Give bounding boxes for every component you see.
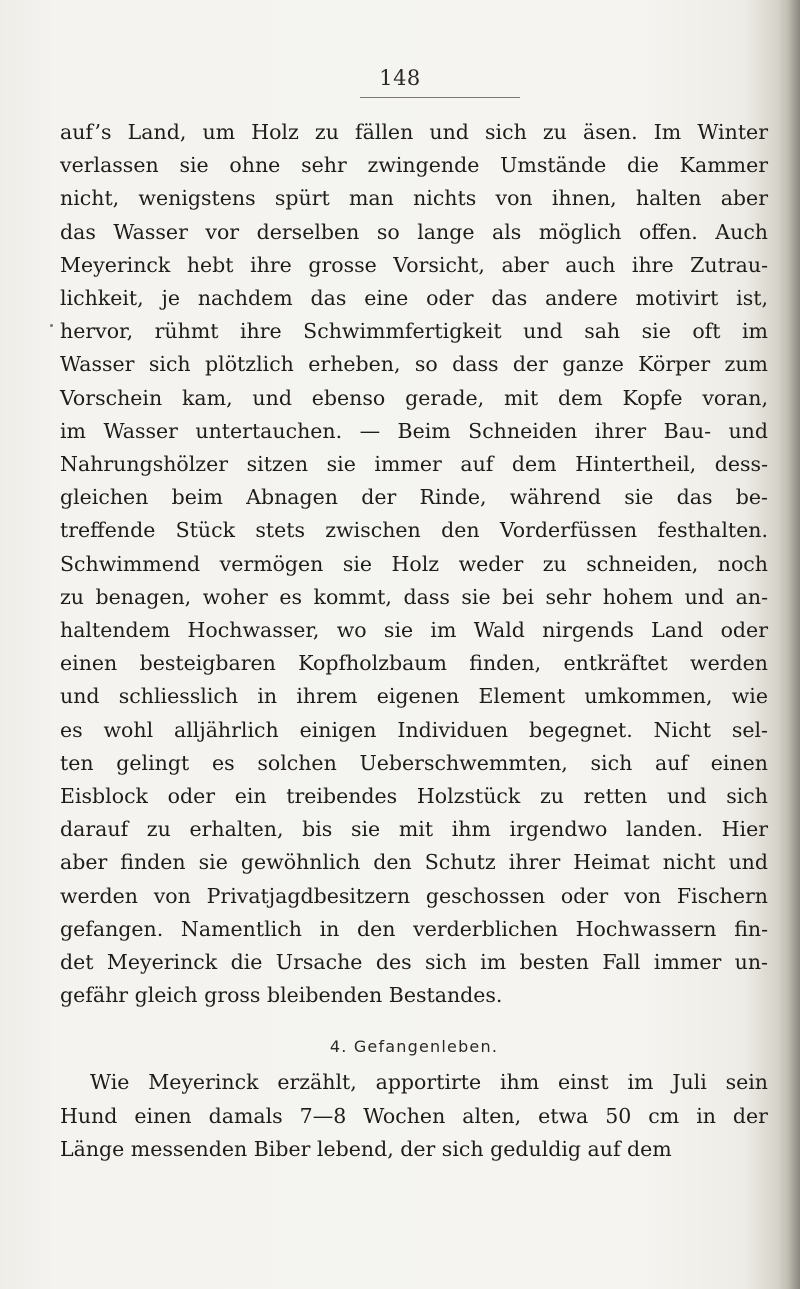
text-line: Vorschein kam, und ebenso gerade, mit dem Kopfe voran, bbox=[60, 385, 768, 410]
text-line: treffende Stück stets zwischen den Vorderfüssen festhalten. bbox=[60, 518, 768, 543]
text-line: das Wasser vor derselben so lange als möglich offen. Auch bbox=[60, 219, 768, 244]
text-line: det Meyerinck die Ursache des sich im besten Fall immer un- bbox=[60, 950, 768, 975]
text-line: Nahrungshölzer sitzen sie immer auf dem Hintertheil, dess- bbox=[60, 452, 768, 477]
text-line: Wasser sich plötzlich erheben, so dass der ganze Körper zum bbox=[60, 352, 768, 377]
paragraph-end-line: gefähr gleich gross bleibenden Bestandes. bbox=[60, 983, 503, 1008]
text-line: haltendem Hochwasser, wo sie im Wald nirgends Land oder bbox=[60, 618, 768, 643]
text-line: gleichen beim Abnagen der Rinde, während sie das be- bbox=[60, 485, 768, 510]
section-text-line: Wie Meyerinck erzählt, apportirte ihm einst im Juli sein bbox=[90, 1070, 768, 1095]
margin-mark bbox=[50, 324, 53, 327]
section-heading: 4. Gefangenleben. bbox=[329, 1037, 499, 1057]
text-line: verlassen sie ohne sehr zwingende Umstände die Kammer bbox=[60, 153, 768, 178]
text-line: werden von Privatjagdbesitzern geschossen oder von Fischern bbox=[60, 883, 768, 908]
text-line: gefangen. Namentlich in den verderblichen Hochwassern fin- bbox=[60, 916, 768, 941]
text-line: hervor, rühmt ihre Schwimmfertigkeit und sah sie oft im bbox=[60, 319, 768, 344]
text-line: einen besteigbaren Kopfholzbaum finden, entkräftet werden bbox=[60, 651, 768, 676]
body-text bbox=[60, 116, 768, 1166]
text-line: und schliesslich in ihrem eigenen Element umkommen, wie bbox=[60, 684, 768, 709]
text-line: lichkeit, je nachdem das eine oder das andere motivirt ist, bbox=[60, 286, 768, 311]
text-line: Schwimmend vermögen sie Holz weder zu schneiden, noch bbox=[60, 551, 768, 576]
text-line: Meyerinck hebt ihre grosse Vorsicht, aber auch ihre Zutrau- bbox=[60, 252, 768, 277]
page-edge-shadow bbox=[778, 0, 800, 1289]
text-line: im Wasser untertauchen. — Beim Schneiden ihrer Bau- und bbox=[60, 418, 768, 443]
text-line: es wohl alljährlich einigen Individuen begegnet. Nicht sel- bbox=[60, 717, 768, 742]
header-rule bbox=[360, 97, 520, 98]
section-text-line: Länge messenden Biber lebend, der sich geduldig auf dem bbox=[60, 1136, 672, 1161]
section-text-line: Hund einen damals 7—8 Wochen alten, etwa 50 cm in der bbox=[60, 1103, 768, 1128]
text-line: auf’s Land, um Holz zu fällen und sich zu äsen. Im Winter bbox=[60, 120, 768, 144]
text-line: nicht, wenigstens spürt man nichts von ihnen, halten aber bbox=[60, 186, 768, 211]
text-line: ten gelingt es solchen Ueberschwemmten, sich auf einen bbox=[60, 750, 768, 775]
text-line: Eisblock oder ein treibendes Holzstück zu retten und sich bbox=[60, 784, 768, 809]
text-line: darauf zu erhalten, bis sie mit ihm irgendwo landen. Hier bbox=[60, 817, 768, 842]
page-number: 148 bbox=[379, 66, 421, 90]
text-line: aber finden sie gewöhnlich den Schutz ihrer Heimat nicht und bbox=[60, 850, 768, 875]
text-line: zu benagen, woher es kommt, dass sie bei sehr hohem und an- bbox=[60, 584, 768, 609]
